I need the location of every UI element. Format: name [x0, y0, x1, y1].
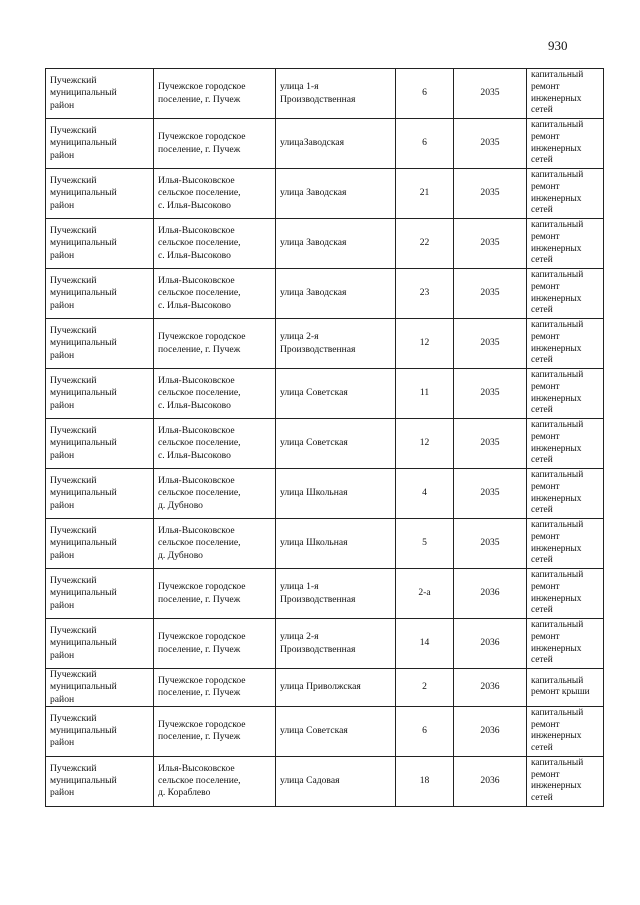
work-type-cell: капитальный ремонт инженерных сетей	[527, 756, 604, 806]
street-cell: улица 2-я Производственная	[276, 319, 396, 369]
house-number-cell: 23	[396, 269, 454, 319]
table-row	[46, 169, 604, 219]
street-cell: улица 2-я Производственная	[276, 619, 396, 669]
work-type-cell: капитальный ремонт инженерных сетей	[527, 419, 604, 469]
district-cell: Пучежский муниципальный район	[46, 569, 154, 619]
table-row	[46, 756, 604, 806]
work-type-cell: капитальный ремонт инженерных сетей	[527, 469, 604, 519]
district-cell: Пучежский муниципальный район	[46, 269, 154, 319]
street-cell: улица Школьная	[276, 519, 396, 569]
house-number-cell: 6	[396, 706, 454, 756]
street-cell: улицаЗаводская	[276, 119, 396, 169]
table-row	[46, 69, 604, 119]
year-cell: 2035	[454, 319, 527, 369]
house-number-cell: 6	[396, 119, 454, 169]
table-row	[46, 619, 604, 669]
settlement-cell: Илья-Высоковское сельское поселение, д. Дубново	[154, 469, 276, 519]
work-type-cell: капитальный ремонт инженерных сетей	[527, 569, 604, 619]
district-cell: Пучежский муниципальный район	[46, 706, 154, 756]
year-cell: 2035	[454, 219, 527, 269]
street-cell: улица Приволжская	[276, 669, 396, 707]
settlement-cell: Илья-Высоковское сельское поселение, с. Илья-Высоково	[154, 169, 276, 219]
district-cell: Пучежский муниципальный район	[46, 669, 154, 707]
year-cell: 2035	[454, 419, 527, 469]
table-row	[46, 269, 604, 319]
year-cell: 2036	[454, 569, 527, 619]
year-cell: 2035	[454, 169, 527, 219]
house-number-cell: 12	[396, 419, 454, 469]
house-number-cell: 21	[396, 169, 454, 219]
table-row	[46, 669, 604, 707]
house-number-cell: 12	[396, 319, 454, 369]
house-number-cell: 2	[396, 669, 454, 707]
street-cell: улица Заводская	[276, 219, 396, 269]
district-cell: Пучежский муниципальный район	[46, 619, 154, 669]
house-number-cell: 2-а	[396, 569, 454, 619]
settlement-cell: Илья-Высоковское сельское поселение, с. Илья-Высоково	[154, 269, 276, 319]
street-cell: улица Садовая	[276, 756, 396, 806]
house-number-cell: 4	[396, 469, 454, 519]
table-row	[46, 469, 604, 519]
work-type-cell: капитальный ремонт инженерных сетей	[527, 169, 604, 219]
settlement-cell: Пучежское городское поселение, г. Пучеж	[154, 69, 276, 119]
settlement-cell: Пучежское городское поселение, г. Пучеж	[154, 119, 276, 169]
table-body	[46, 69, 604, 807]
table-row	[46, 369, 604, 419]
house-number-cell: 18	[396, 756, 454, 806]
settlement-cell: Илья-Высоковское сельское поселение, д. Дубново	[154, 519, 276, 569]
street-cell: улица Советская	[276, 706, 396, 756]
settlement-cell: Пучежское городское поселение, г. Пучеж	[154, 319, 276, 369]
street-cell: улица Советская	[276, 419, 396, 469]
work-type-cell: капитальный ремонт крыши	[527, 669, 604, 707]
district-cell: Пучежский муниципальный район	[46, 519, 154, 569]
page-number: 930	[548, 38, 568, 53]
settlement-cell: Илья-Высоковское сельское поселение, с. Илья-Высоково	[154, 419, 276, 469]
year-cell: 2036	[454, 706, 527, 756]
house-number-cell: 14	[396, 619, 454, 669]
table-row	[46, 419, 604, 469]
year-cell: 2036	[454, 756, 527, 806]
district-cell: Пучежский муниципальный район	[46, 119, 154, 169]
work-type-cell: капитальный ремонт инженерных сетей	[527, 269, 604, 319]
work-type-cell: капитальный ремонт инженерных сетей	[527, 519, 604, 569]
year-cell: 2035	[454, 69, 527, 119]
district-cell: Пучежский муниципальный район	[46, 369, 154, 419]
work-type-cell: капитальный ремонт инженерных сетей	[527, 619, 604, 669]
settlement-cell: Пучежское городское поселение, г. Пучеж	[154, 619, 276, 669]
work-type-cell: капитальный ремонт инженерных сетей	[527, 706, 604, 756]
year-cell: 2035	[454, 369, 527, 419]
table-row	[46, 519, 604, 569]
district-cell: Пучежский муниципальный район	[46, 419, 154, 469]
year-cell: 2035	[454, 469, 527, 519]
district-cell: Пучежский муниципальный район	[46, 469, 154, 519]
district-cell: Пучежский муниципальный район	[46, 69, 154, 119]
street-cell: улица Заводская	[276, 169, 396, 219]
year-cell: 2036	[454, 669, 527, 707]
work-type-cell: капитальный ремонт инженерных сетей	[527, 69, 604, 119]
street-cell: улица Заводская	[276, 269, 396, 319]
district-cell: Пучежский муниципальный район	[46, 219, 154, 269]
settlement-cell: Илья-Высоковское сельское поселение, с. Илья-Высоково	[154, 369, 276, 419]
table-row	[46, 569, 604, 619]
settlement-cell: Пучежское городское поселение, г. Пучеж	[154, 706, 276, 756]
district-cell: Пучежский муниципальный район	[46, 319, 154, 369]
year-cell: 2036	[454, 619, 527, 669]
settlement-cell: Пучежское городское поселение, г. Пучеж	[154, 569, 276, 619]
house-number-cell: 22	[396, 219, 454, 269]
house-number-cell: 6	[396, 69, 454, 119]
work-type-cell: капитальный ремонт инженерных сетей	[527, 219, 604, 269]
settlement-cell: Илья-Высоковское сельское поселение, с. Илья-Высоково	[154, 219, 276, 269]
house-number-cell: 11	[396, 369, 454, 419]
settlement-cell: Илья-Высоковское сельское поселение, д. Кораблево	[154, 756, 276, 806]
table-row	[46, 119, 604, 169]
table-row	[46, 219, 604, 269]
house-number-cell: 5	[396, 519, 454, 569]
street-cell: улица 1-я Производственная	[276, 569, 396, 619]
settlement-cell: Пучежское городское поселение, г. Пучеж	[154, 669, 276, 707]
work-type-cell: капитальный ремонт инженерных сетей	[527, 369, 604, 419]
year-cell: 2035	[454, 269, 527, 319]
year-cell: 2035	[454, 519, 527, 569]
district-cell: Пучежский муниципальный район	[46, 756, 154, 806]
year-cell: 2035	[454, 119, 527, 169]
street-cell: улица Школьная	[276, 469, 396, 519]
work-type-cell: капитальный ремонт инженерных сетей	[527, 319, 604, 369]
table-row	[46, 319, 604, 369]
district-cell: Пучежский муниципальный район	[46, 169, 154, 219]
work-type-cell: капитальный ремонт инженерных сетей	[527, 119, 604, 169]
street-cell: улица Советская	[276, 369, 396, 419]
street-cell: улица 1-я Производственная	[276, 69, 396, 119]
table-row	[46, 706, 604, 756]
housing-repair-table	[45, 68, 604, 807]
